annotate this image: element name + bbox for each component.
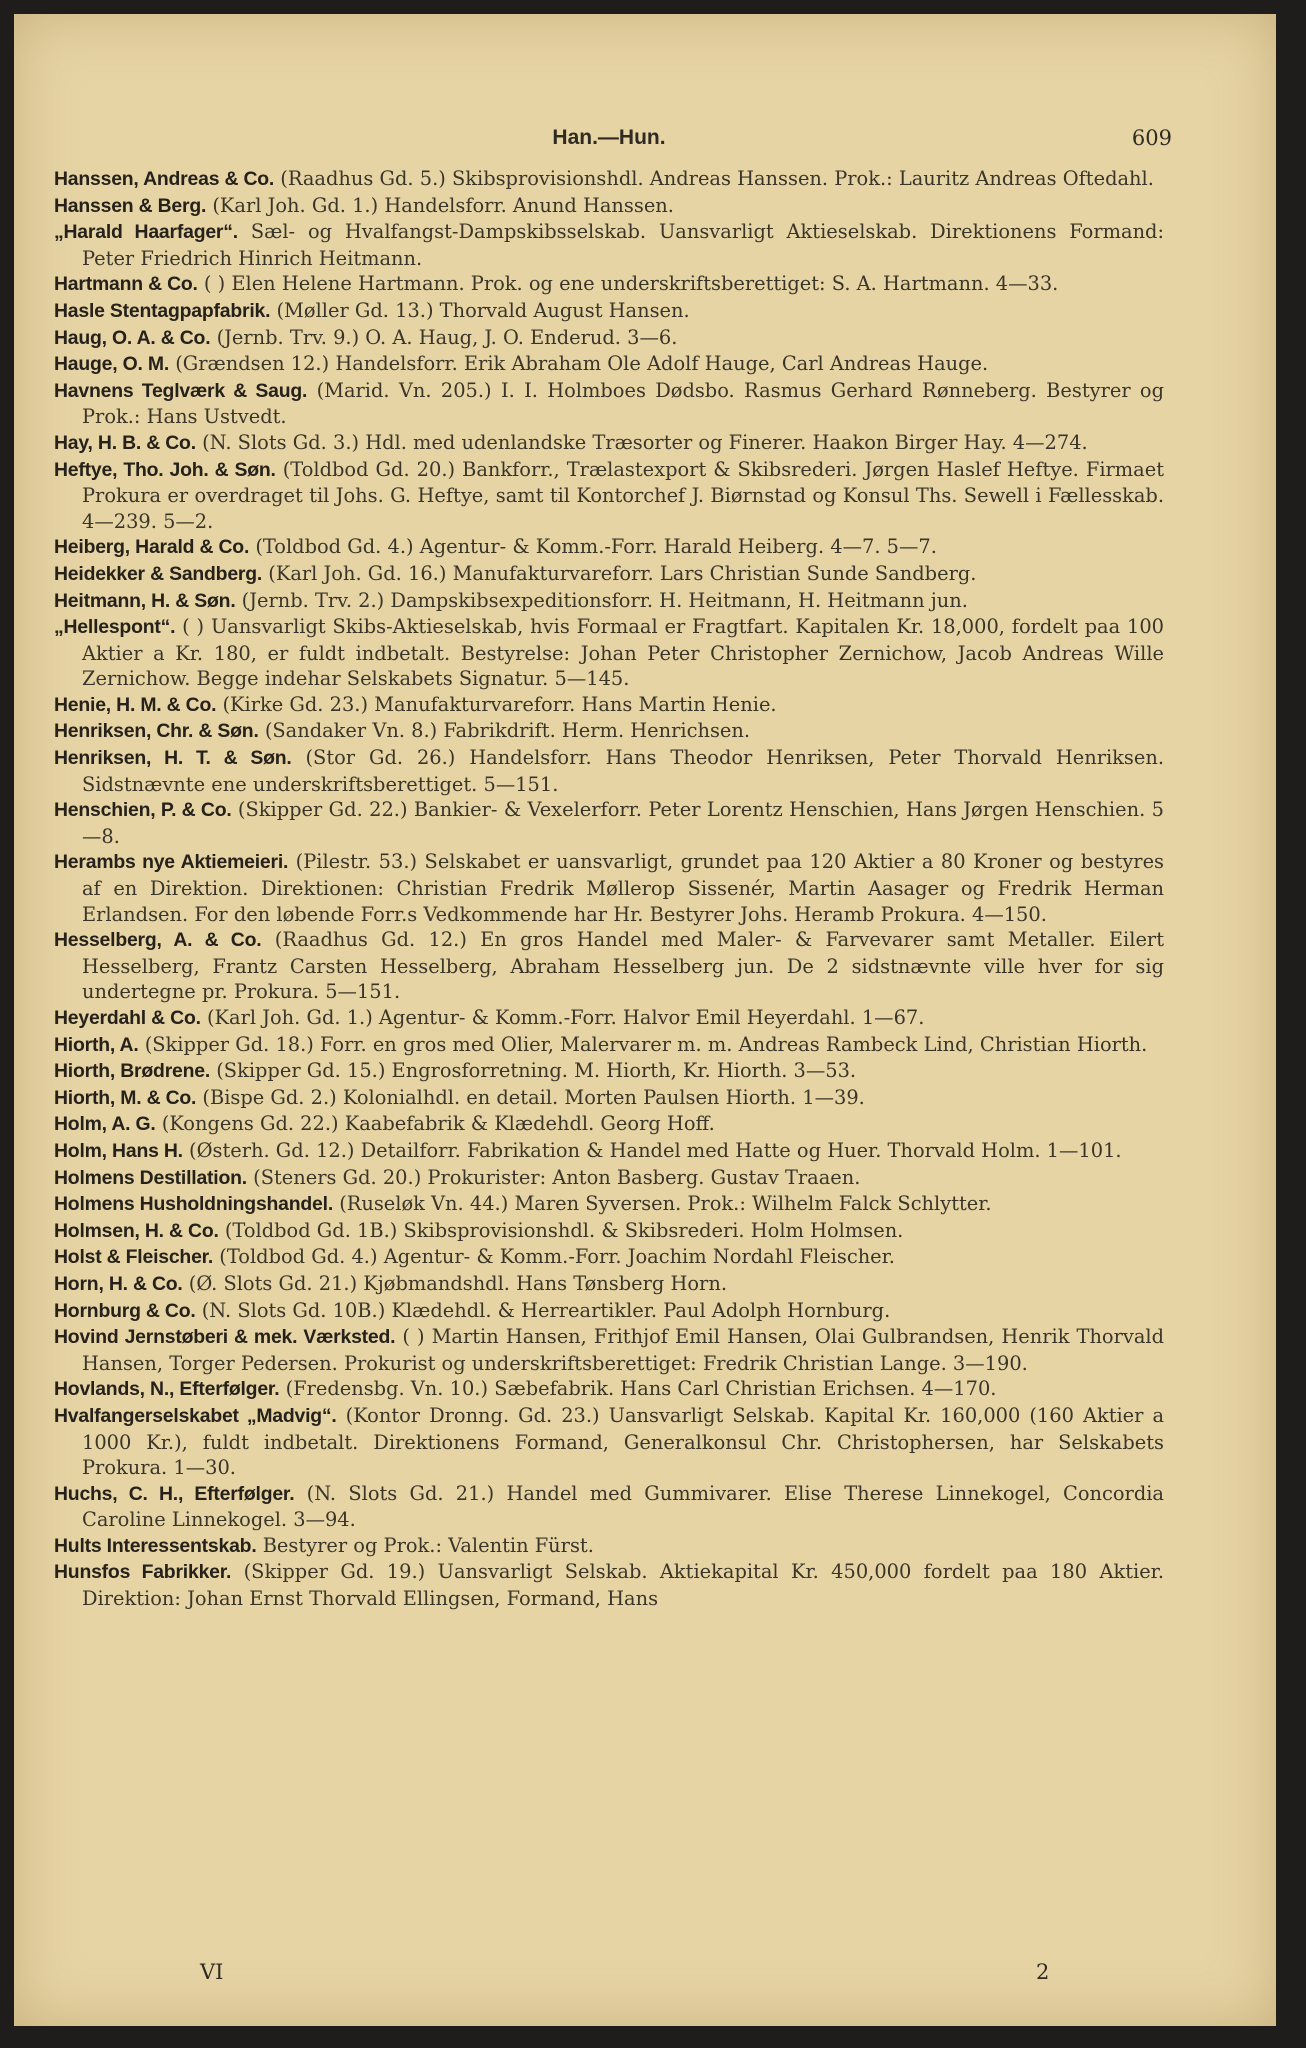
firm-name: Holst & Fleischer. [54,1246,214,1269]
directory-entry [54,351,1164,378]
firm-name: Huchs, C. H., Efterfølger. [54,1482,295,1505]
directory-entry [54,1559,1164,1611]
firm-name: Holmens Destillation. [54,1166,247,1189]
firm-name: Hults Interessentskab. [54,1534,257,1557]
firm-name: Henriksen, H. T. & Søn. [54,747,292,770]
firm-details: (Skipper Gd. 19.) Uansvarligt Selskab. Aktiekapital Kr. 450,000 fordelt paa 180 Aktier. Direktion: Johan Ernst Thorvald Ellingsen, Formand, Hans [82,1560,1164,1611]
firm-details: ( ) Martin Hansen, Frithjof Emil Hansen, Olai Gulbrandsen, Henrik Thorvald Hansen, Torger Pedersen. Prokurist og underskriftsberettiget: Fredrik Christian Lange. 3—190. [82,1325,1164,1375]
firm-name: Hovind Jernstøberi & mek. Værksted. [54,1326,396,1349]
firm-details: (Toldbod Gd. 1B.) Skibsprovisionshdl. & Skibsrederi. Holm Holmsen. [224,1218,904,1242]
directory-entry [54,1032,1164,1059]
page-content [54,118,1172,1612]
directory-entry [54,561,1164,588]
directory-entry [54,1324,1164,1376]
page-number: 609 [1131,126,1172,150]
directory-entry [54,1111,1164,1138]
directory-entry [54,219,1164,271]
firm-name: Havnens Teglværk & Saug. [54,379,308,402]
directory-entry [54,614,1164,692]
firm-name: Hvalfangerselskabet „Madvig“. [54,1404,337,1427]
directory-entry [54,271,1164,298]
running-head: Han.—Hun. [552,126,666,149]
firm-details: (Toldbod Gd. 4.) Agentur- & Komm.-Forr. Harald Heiberg. 4—7. 5—7. [255,535,937,559]
directory-entry [54,1191,1164,1218]
firm-name: Henschien, P. & Co. [54,799,232,822]
firm-details: (Grændsen 12.) Handelsforr. Erik Abraham Ole Adolf Hauge, Carl Andreas Hauge. [175,352,989,376]
directory-entry [54,298,1164,325]
firm-details: (N. Slots Gd. 3.) Hdl. med udenlandske Træsorter og Finerer. Haakon Birger Hay. 4—274. [202,430,1088,454]
firm-name: Henriksen, Chr. & Søn. [54,720,259,743]
firm-details: (Karl Joh. Gd. 1.) Agentur- & Komm.-Forr. Halvor Emil Heyerdahl. 1—67. [206,1006,925,1029]
firm-name: Holm, Hans H. [54,1139,183,1162]
firm-details: (Jernb. Trv. 2.) Dampskibsexpeditionsforr. H. Heitmann, H. Heitmann jun. [241,588,968,612]
firm-name: Hornburg & Co. [54,1299,196,1322]
firm-details: (Kontor Dronng. Gd. 23.) Uansvarligt Selskab. Kapital Kr. 160,000 (160 Aktier a 1000 Kr.), fuldt indbetalt. Direktionens Formand, Generalkonsul Chr. Christophersen, har Selskabets Prokura. 1—30. [82,1403,1164,1480]
directory-entry [54,534,1164,561]
directory-entry [54,849,1164,927]
firm-name: Hasle Stentagpapfabrik. [54,299,271,322]
firm-details: Sæl- og Hvalfangst-Dampskibsselskab. Uansvarligt Aktieselskab. Direktionens Formand: Peter Friedrich Hinrich Heitmann. [82,220,1164,270]
firm-details: (N. Slots Gd. 21.) Handel med Gummivarer. Elise Therese Linnekogel, Concordia Caroline Linnekogel. 3—94. [82,1481,1164,1532]
firm-details: (Kongens Gd. 22.) Kaabefabrik & Klædehdl. Georg Hoff. [161,1112,715,1136]
firm-name: Hiorth, M. & Co. [54,1086,197,1109]
firm-name: Heyerdahl & Co. [54,1007,201,1029]
firm-details: (Ruseløk Vn. 44.) Maren Syversen. Prok.: Wilhelm Falck Schlytter. [339,1192,992,1216]
directory-entry [54,927,1164,1005]
firm-details: ( ) Uansvarligt Skibs-Aktieselskab, hvis Formaal er Fragtfart. Kapitalen Kr. 18,000, fordelt paa 100 Aktier a Kr. 180, er fuldt indbetalt. Bestyrelse: Johan Peter Christopher Zernichow, Jacob Andreas Wille Zernichow. Begge indehar Selskabets Signatur. 5—145. [82,615,1164,691]
directory-entry [54,325,1164,352]
firm-details: (Marid. Vn. 205.) I. I. Holmboes Dødsbo. Rasmus Gerhard Rønneberg. Bestyrer og Prok.: Hans Ustvedt. [82,378,1164,429]
firm-name: Heiberg, Harald & Co. [54,536,250,559]
directory-entry [54,193,1164,220]
firm-name: „Hellespont“. [54,616,176,639]
directory-entry [54,166,1164,193]
firm-details: (Karl Joh. Gd. 16.) Manufakturvareforr. Lars Christian Sunde Sandberg. [268,561,977,585]
directory-entry [54,718,1164,745]
directory-entry [54,1481,1164,1533]
firm-details: (Skipper Gd. 22.) Bankier- & Vexelerforr. Peter Lorentz Henschien, Hans Jørgen Henschien. 5—8. [82,798,1164,848]
firm-name: Haug, O. A. & Co. [54,326,211,349]
firm-details: (Møller Gd. 13.) Thorvald August Hansen. [276,298,690,322]
firm-details: (Fredensbg. Vn. 10.) Sæbefabrik. Hans Carl Christian Erichsen. 4—170. [285,1377,997,1401]
directory-entry [54,1271,1164,1298]
directory-entry [54,692,1164,719]
firm-details: (Raadhus Gd. 12.) En gros Handel med Maler- & Farvevarer samt Metaller. Eilert Hesselberg, Frantz Carsten Hesselberg, Abraham Hesselberg jun. De 2 sidstnævnte ville hver for sig undertegne pr. Prokura. 5—151. [82,928,1164,1004]
firm-details: (Kirke Gd. 23.) Manufakturvareforr. Hans Martin Henie. [222,692,777,716]
firm-details: (Skipper Gd. 18.) Forr. en gros med Olier, Malervarer m. m. Andreas Rambeck Lind, Christian Hiorth. [144,1032,1148,1056]
directory-entry [54,745,1164,797]
directory-entry [54,1218,1164,1245]
directory-entry [54,1165,1164,1192]
firm-name: Holmsen, H. & Co. [54,1219,219,1242]
directory-entry [54,430,1164,457]
firm-name: Hartmann & Co. [54,273,198,296]
firm-details: (Ø. Slots Gd. 21.) Kjøbmandshdl. Hans Tønsberg Horn. [188,1271,727,1295]
directory-entry [54,1058,1164,1085]
firm-details: (Bispe Gd. 2.) Kolonialhdl. en detail. Morten Paulsen Hiorth. 1—39. [202,1085,865,1109]
firm-details: (Skipper Gd. 15.) Engrosforretning. M. Hiorth, Kr. Hiorth. 3—53. [216,1059,857,1083]
firm-name: Heftye, Tho. Joh. & Søn. [54,458,276,481]
firm-name: Henie, H. M. & Co. [54,693,217,716]
directory-entry [54,1533,1164,1560]
firm-details: (Stor Gd. 26.) Handelsforr. Hans Theodor Henriksen, Peter Thorvald Henriksen. Sidstnævnte ene underskriftsberettiget. 5—151. [82,746,1164,796]
firm-details: (Toldbod Gd. 20.) Bankforr., Trælastexport & Skibsrederi. Jørgen Haslef Heftye. Firmaet Prokura er overdraget til Johs. G. Heftye, samt til Kontorchef J. Biørnstad og Konsul Ths. Sewell i Fællesskab. 4—239. 5—2. [82,457,1165,533]
directory-page [14,14,1276,2026]
signature-mark: VI [200,1960,224,1984]
firm-details: (Raadhus Gd. 5.) Skibsprovisionshdl. Andreas Hanssen. Prok.: Lauritz Andreas Oftedahl. [280,167,1154,190]
firm-name: Horn, H. & Co. [54,1272,183,1295]
firm-name: Hiorth, Brødrene. [54,1060,211,1083]
firm-name: „Harald Haarfager“. [54,221,238,244]
firm-details: (Toldbod Gd. 4.) Agentur- & Komm.-Forr. Joachim Nordahl Fleischer. [219,1245,895,1269]
directory-entry [54,378,1164,430]
firm-name: Heitmann, H. & Søn. [54,589,236,612]
firm-details: (N. Slots Gd. 10B.) Klædehdl. & Herreartikler. Paul Adolph Hornburg. [201,1298,891,1322]
firm-name: Herambs nye Aktiemeieri. [54,851,289,874]
firm-details: (Karl Joh. Gd. 1.) Handelsforr. Anund Hanssen. [212,193,674,217]
firm-name: Holmens Husholdningshandel. [54,1193,334,1216]
directory-entry [54,1005,1164,1032]
firm-name: Holm, A. G. [54,1113,156,1136]
firm-name: Hiorth, A. [54,1033,139,1056]
firm-name: Hesselberg, A. & Co. [54,929,262,952]
directory-entry [54,1244,1164,1271]
firm-details: ( ) Elen Helene Hartmann. Prok. og ene underskriftsberettiget: S. A. Hartmann. 4—33. [203,272,1059,296]
directory-entry [54,1085,1164,1112]
directory-entry [54,1376,1164,1403]
entry-list [54,166,1164,1612]
firm-name: Hunsfos Fabrikker. [54,1561,232,1584]
page-header [54,118,1172,166]
sheet-number: 2 [1036,1960,1050,1984]
firm-name: Hanssen, Andreas & Co. [54,168,275,190]
directory-entry [54,1138,1164,1165]
firm-name: Hanssen & Berg. [54,194,207,217]
firm-details: (Østerh. Gd. 12.) Detailforr. Fabrikation & Handel med Hatte og Huer. Thorvald Holm. 1—101. [189,1138,1122,1162]
firm-details: (Steners Gd. 20.) Prokurister: Anton Basberg. Gustav Traaen. [253,1165,861,1189]
directory-entry [54,457,1164,535]
firm-details: (Jernb. Trv. 9.) O. A. Haug, J. O. Enderud. 3—6. [216,325,678,349]
firm-name: Hovlands, N., Efterfølger. [54,1378,280,1401]
directory-entry [54,1298,1164,1325]
firm-details: Bestyrer og Prok.: Valentin Fürst. [262,1533,594,1557]
directory-entry [54,588,1164,615]
page-footer [54,1960,1164,1990]
directory-entry [54,1403,1164,1481]
firm-name: Heidekker & Sandberg. [54,562,263,585]
directory-entry [54,797,1164,849]
firm-details: (Pilestr. 53.) Selskabet er uansvarligt, grundet paa 120 Aktier a 80 Kroner og bestyres af en Direktion. Direktionen: Christian Fredrik Møllerop Sissenér, Martin Aasager og Fredrik Herman Erlandsen. For den løbende Forr.s Vedkommende har Hr. Bestyrer Johs. Heramb Prokura. 4—150. [82,850,1164,926]
firm-details: (Sandaker Vn. 8.) Fabrikdrift. Herm. Henrichsen. [264,719,751,743]
firm-name: Hay, H. B. & Co. [54,431,196,454]
firm-name: Hauge, O. M. [54,353,170,376]
